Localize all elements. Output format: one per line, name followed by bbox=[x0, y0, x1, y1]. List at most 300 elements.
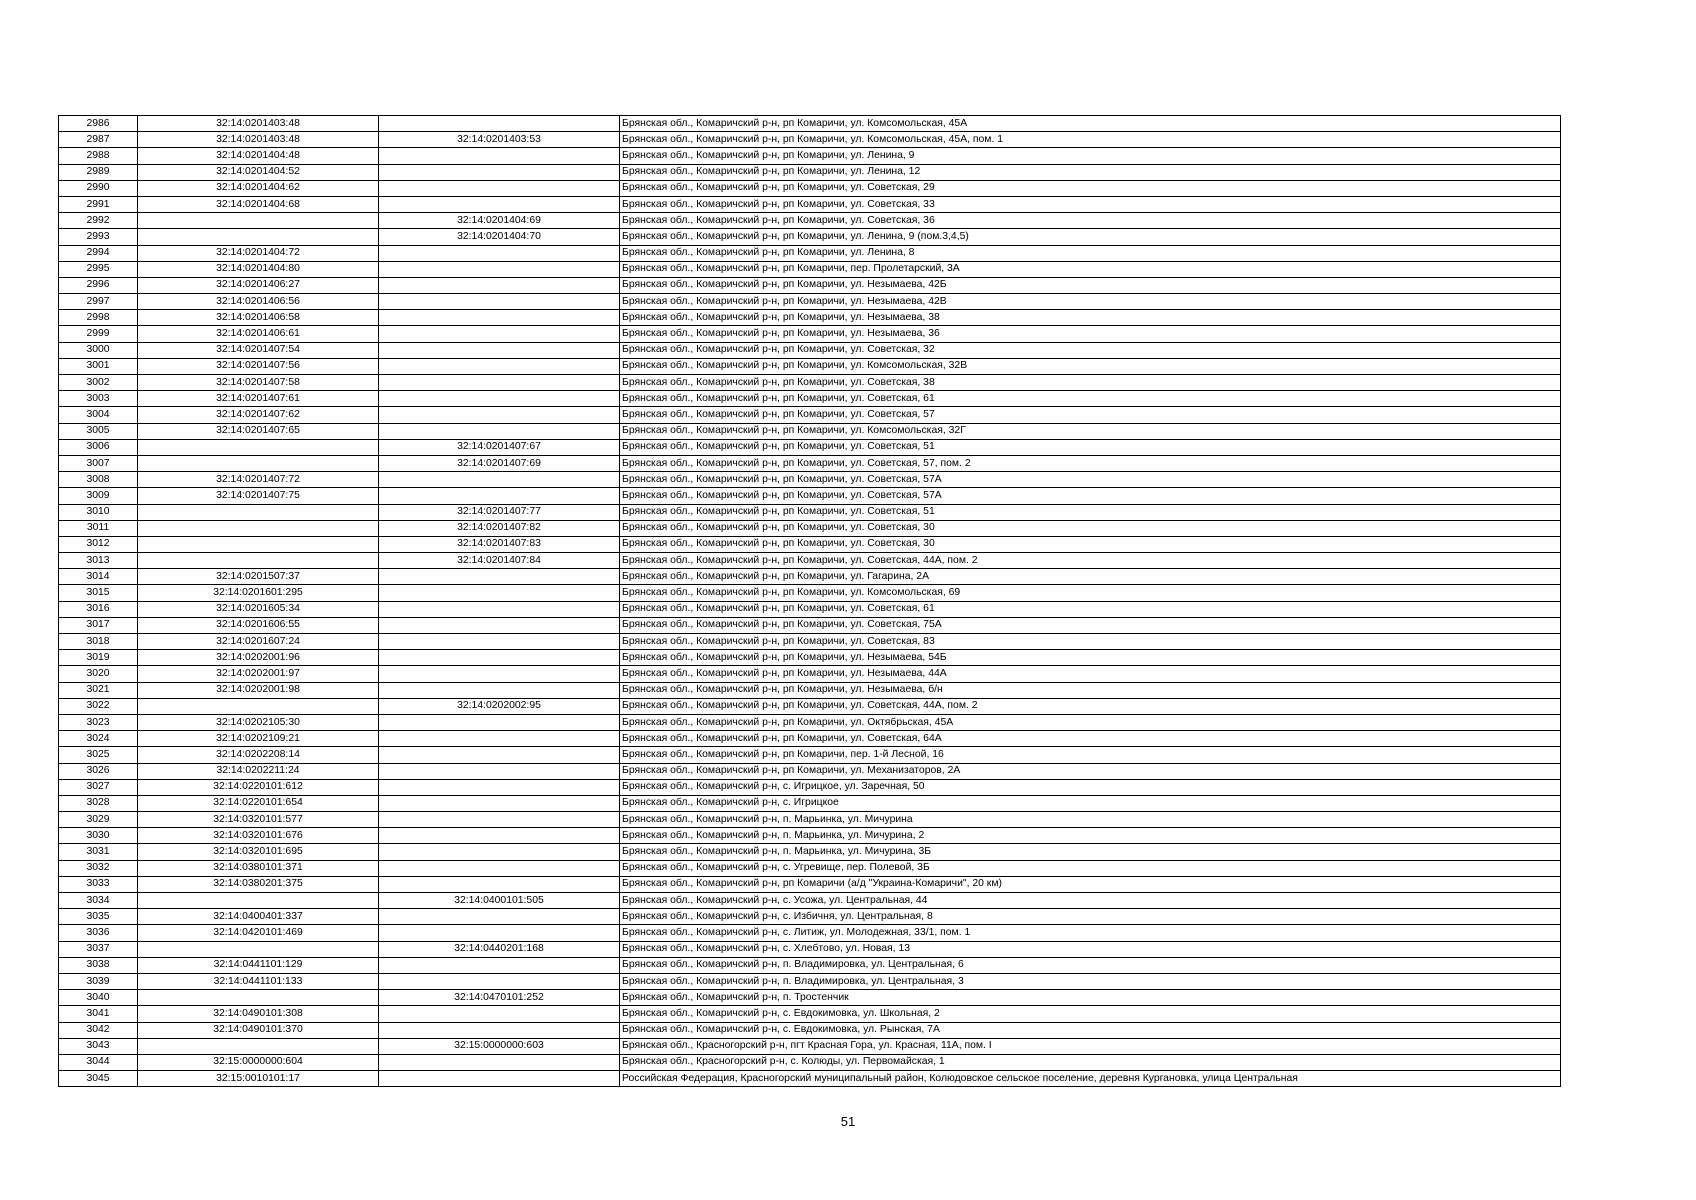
building-number-cell bbox=[379, 876, 620, 892]
building-number-cell bbox=[379, 714, 620, 730]
building-number-cell bbox=[379, 601, 620, 617]
address-cell: Брянская обл., Комаричский р-н, с. Евдокимовка, ул. Рынская, 7А bbox=[620, 1022, 1561, 1038]
cadastral-number-cell: 32:14:0201406:61 bbox=[138, 326, 379, 342]
address-cell: Брянская обл., Комаричский р-н, рп Комаричи, ул. Советская, 44А, пом. 2 bbox=[620, 553, 1561, 569]
row-number-cell: 3031 bbox=[59, 844, 138, 860]
building-number-cell bbox=[379, 148, 620, 164]
address-cell: Брянская обл., Комаричский р-н, рп Комаричи, пер. Пролетарский, 3А bbox=[620, 261, 1561, 277]
cadastral-number-cell: 32:14:0201407:72 bbox=[138, 472, 379, 488]
row-number-cell: 3015 bbox=[59, 585, 138, 601]
row-number-cell: 3023 bbox=[59, 714, 138, 730]
row-number-cell: 3010 bbox=[59, 504, 138, 520]
address-cell: Брянская обл., Комаричский р-н, рп Комаричи, ул. Комсомольская, 45А bbox=[620, 116, 1561, 132]
address-cell: Брянская обл., Комаричский р-н, п. Владимировка, ул. Центральная, 3 bbox=[620, 973, 1561, 989]
table-row bbox=[59, 973, 1561, 989]
row-number-cell: 2997 bbox=[59, 294, 138, 310]
address-cell: Брянская обл., Комаричский р-н, рп Комаричи, ул. Советская, 29 bbox=[620, 180, 1561, 196]
row-number-cell: 3005 bbox=[59, 423, 138, 439]
cadastral-number-cell: 32:14:0201407:62 bbox=[138, 407, 379, 423]
row-number-cell: 3043 bbox=[59, 1038, 138, 1054]
cadastral-number-cell: 32:14:0420101:469 bbox=[138, 925, 379, 941]
cadastral-number-cell bbox=[138, 536, 379, 552]
row-number-cell: 2988 bbox=[59, 148, 138, 164]
address-cell: Брянская обл., Комаричский р-н, п. Марьинка, ул. Мичурина bbox=[620, 812, 1561, 828]
table-row bbox=[59, 779, 1561, 795]
row-number-cell: 3016 bbox=[59, 601, 138, 617]
table-row bbox=[59, 277, 1561, 293]
address-cell: Брянская обл., Комаричский р-н, рп Комаричи, ул. Механизаторов, 2А bbox=[620, 763, 1561, 779]
row-number-cell: 3022 bbox=[59, 698, 138, 714]
row-number-cell: 3024 bbox=[59, 731, 138, 747]
table-row bbox=[59, 844, 1561, 860]
building-number-cell bbox=[379, 164, 620, 180]
building-number-cell bbox=[379, 1071, 620, 1087]
cadastral-number-cell: 32:14:0201406:58 bbox=[138, 310, 379, 326]
address-cell: Брянская обл., Комаричский р-н, рп Комаричи, ул. Октябрьская, 45А bbox=[620, 714, 1561, 730]
row-number-cell: 2989 bbox=[59, 164, 138, 180]
cadastral-number-cell: 32:14:0201404:72 bbox=[138, 245, 379, 261]
building-number-cell bbox=[379, 569, 620, 585]
row-number-cell: 3040 bbox=[59, 990, 138, 1006]
table-row bbox=[59, 164, 1561, 180]
cadastral-number-cell: 32:14:0220101:612 bbox=[138, 779, 379, 795]
address-cell: Брянская обл., Комаричский р-н, п. Марьинка, ул. Мичурина, 3Б bbox=[620, 844, 1561, 860]
building-number-cell: 32:14:0201403:53 bbox=[379, 132, 620, 148]
address-cell: Брянская обл., Комаричский р-н, рп Комаричи, ул. Советская, 75А bbox=[620, 617, 1561, 633]
building-number-cell bbox=[379, 812, 620, 828]
cadastral-number-cell: 32:14:0201404:52 bbox=[138, 164, 379, 180]
cadastral-number-cell: 32:14:0441101:129 bbox=[138, 957, 379, 973]
row-number-cell: 2996 bbox=[59, 277, 138, 293]
address-cell: Брянская обл., Комаричский р-н, рп Комаричи, ул. Советская, 57 bbox=[620, 407, 1561, 423]
building-number-cell bbox=[379, 277, 620, 293]
row-number-cell: 3021 bbox=[59, 682, 138, 698]
building-number-cell bbox=[379, 795, 620, 811]
building-number-cell: 32:14:0440201:168 bbox=[379, 941, 620, 957]
building-number-cell bbox=[379, 957, 620, 973]
cadastral-number-cell: 32:14:0441101:133 bbox=[138, 973, 379, 989]
cadastral-number-cell bbox=[138, 213, 379, 229]
row-number-cell: 2992 bbox=[59, 213, 138, 229]
building-number-cell bbox=[379, 245, 620, 261]
table-body bbox=[59, 116, 1561, 1087]
row-number-cell: 3035 bbox=[59, 909, 138, 925]
building-number-cell bbox=[379, 763, 620, 779]
building-number-cell bbox=[379, 1054, 620, 1070]
table-row bbox=[59, 714, 1561, 730]
cadastral-number-cell: 32:14:0202001:96 bbox=[138, 650, 379, 666]
address-cell: Брянская обл., Комаричский р-н, рп Комаричи, ул. Незымаева, 44А bbox=[620, 666, 1561, 682]
table-row bbox=[59, 536, 1561, 552]
row-number-cell: 3034 bbox=[59, 893, 138, 909]
building-number-cell bbox=[379, 666, 620, 682]
cadastral-number-cell: 32:14:0201606:55 bbox=[138, 617, 379, 633]
cadastral-number-cell bbox=[138, 229, 379, 245]
table-row bbox=[59, 1022, 1561, 1038]
row-number-cell: 3020 bbox=[59, 666, 138, 682]
address-cell: Брянская обл., Комаричский р-н, рп Комаричи, ул. Незымаева, б/н bbox=[620, 682, 1561, 698]
table-row bbox=[59, 909, 1561, 925]
building-number-cell: 32:14:0470101:252 bbox=[379, 990, 620, 1006]
page-number: 51 bbox=[840, 1114, 856, 1129]
table-row bbox=[59, 650, 1561, 666]
row-number-cell: 2998 bbox=[59, 310, 138, 326]
address-cell: Брянская обл., Комаричский р-н, рп Комаричи, ул. Комсомольская, 32В bbox=[620, 358, 1561, 374]
building-number-cell: 32:14:0201404:70 bbox=[379, 229, 620, 245]
table-row bbox=[59, 196, 1561, 212]
row-number-cell: 3017 bbox=[59, 617, 138, 633]
cadastral-number-cell: 32:14:0320101:695 bbox=[138, 844, 379, 860]
building-number-cell bbox=[379, 828, 620, 844]
cadastral-number-cell: 32:14:0202208:14 bbox=[138, 747, 379, 763]
building-number-cell bbox=[379, 925, 620, 941]
row-number-cell: 2991 bbox=[59, 196, 138, 212]
cadastral-number-cell: 32:14:0380101:371 bbox=[138, 860, 379, 876]
building-number-cell bbox=[379, 747, 620, 763]
address-cell: Брянская обл., Комаричский р-н, п. Тростенчик bbox=[620, 990, 1561, 1006]
row-number-cell: 3027 bbox=[59, 779, 138, 795]
building-number-cell bbox=[379, 682, 620, 698]
building-number-cell: 32:14:0201407:69 bbox=[379, 455, 620, 471]
building-number-cell bbox=[379, 342, 620, 358]
row-number-cell: 2987 bbox=[59, 132, 138, 148]
building-number-cell: 32:14:0201407:77 bbox=[379, 504, 620, 520]
address-cell: Брянская обл., Комаричский р-н, п. Марьинка, ул. Мичурина, 2 bbox=[620, 828, 1561, 844]
building-number-cell bbox=[379, 423, 620, 439]
table-row bbox=[59, 812, 1561, 828]
cadastral-number-cell: 32:14:0490101:370 bbox=[138, 1022, 379, 1038]
row-number-cell: 2999 bbox=[59, 326, 138, 342]
cadastral-number-cell: 32:14:0220101:654 bbox=[138, 795, 379, 811]
table-row bbox=[59, 488, 1561, 504]
table-row bbox=[59, 472, 1561, 488]
address-cell: Российская Федерация, Красногорский муниципальный район, Колюдовское сельское поселение, деревня Кургановка, улица Центральная bbox=[620, 1071, 1561, 1087]
table-row bbox=[59, 213, 1561, 229]
table-row bbox=[59, 407, 1561, 423]
table-row bbox=[59, 229, 1561, 245]
building-number-cell bbox=[379, 116, 620, 132]
row-number-cell: 3000 bbox=[59, 342, 138, 358]
row-number-cell: 3028 bbox=[59, 795, 138, 811]
address-cell: Брянская обл., Комаричский р-н, рп Комаричи (а/д "Украина-Комаричи", 20 км) bbox=[620, 876, 1561, 892]
table-row bbox=[59, 925, 1561, 941]
table-row bbox=[59, 342, 1561, 358]
building-number-cell: 32:15:0000000:603 bbox=[379, 1038, 620, 1054]
cadastral-number-cell: 32:14:0201407:56 bbox=[138, 358, 379, 374]
building-number-cell bbox=[379, 1022, 620, 1038]
address-cell: Брянская обл., Комаричский р-н, с. Игрицкое bbox=[620, 795, 1561, 811]
address-cell: Брянская обл., Комаричский р-н, рп Комаричи, ул. Комсомольская, 69 bbox=[620, 585, 1561, 601]
cadastral-number-cell: 32:14:0320101:577 bbox=[138, 812, 379, 828]
table-row bbox=[59, 310, 1561, 326]
building-number-cell bbox=[379, 973, 620, 989]
row-number-cell: 3026 bbox=[59, 763, 138, 779]
address-cell: Брянская обл., Комаричский р-н, с. Литиж, ул. Молодежная, 33/1, пом. 1 bbox=[620, 925, 1561, 941]
cadastral-number-cell: 32:14:0201407:65 bbox=[138, 423, 379, 439]
table-row bbox=[59, 294, 1561, 310]
table-row bbox=[59, 261, 1561, 277]
building-number-cell: 32:14:0400101:505 bbox=[379, 893, 620, 909]
address-cell: Брянская обл., Комаричский р-н, рп Комаричи, ул. Советская, 57, пом. 2 bbox=[620, 455, 1561, 471]
building-number-cell bbox=[379, 909, 620, 925]
building-number-cell bbox=[379, 310, 620, 326]
table-row bbox=[59, 455, 1561, 471]
building-number-cell bbox=[379, 407, 620, 423]
row-number-cell: 3002 bbox=[59, 375, 138, 391]
row-number-cell: 3007 bbox=[59, 455, 138, 471]
table-row bbox=[59, 358, 1561, 374]
building-number-cell bbox=[379, 326, 620, 342]
row-number-cell: 3033 bbox=[59, 876, 138, 892]
row-number-cell: 2995 bbox=[59, 261, 138, 277]
building-number-cell bbox=[379, 1006, 620, 1022]
cadastral-number-cell: 32:14:0380201:375 bbox=[138, 876, 379, 892]
address-cell: Брянская обл., Комаричский р-н, рп Комаричи, ул. Советская, 38 bbox=[620, 375, 1561, 391]
building-number-cell bbox=[379, 844, 620, 860]
table-row bbox=[59, 391, 1561, 407]
address-cell: Брянская обл., Комаричский р-н, рп Комаричи, пер. 1-й Лесной, 16 bbox=[620, 747, 1561, 763]
building-number-cell bbox=[379, 860, 620, 876]
address-cell: Брянская обл., Комаричский р-н, рп Комаричи, ул. Ленина, 12 bbox=[620, 164, 1561, 180]
row-number-cell: 3039 bbox=[59, 973, 138, 989]
cadastral-number-cell: 32:14:0201403:48 bbox=[138, 116, 379, 132]
address-cell: Брянская обл., Комаричский р-н, рп Комаричи, ул. Ленина, 8 bbox=[620, 245, 1561, 261]
table-row bbox=[59, 731, 1561, 747]
table-row bbox=[59, 698, 1561, 714]
row-number-cell: 3042 bbox=[59, 1022, 138, 1038]
address-cell: Брянская обл., Комаричский р-н, рп Комаричи, ул. Советская, 30 bbox=[620, 536, 1561, 552]
address-cell: Брянская обл., Комаричский р-н, рп Комаричи, ул. Незымаева, 36 bbox=[620, 326, 1561, 342]
building-number-cell bbox=[379, 488, 620, 504]
table-row bbox=[59, 763, 1561, 779]
row-number-cell: 3032 bbox=[59, 860, 138, 876]
cadastral-number-cell: 32:14:0201404:80 bbox=[138, 261, 379, 277]
address-cell: Брянская обл., Комаричский р-н, рп Комаричи, ул. Советская, 30 bbox=[620, 520, 1561, 536]
address-cell: Брянская обл., Комаричский р-н, рп Комаричи, ул. Незымаева, 38 bbox=[620, 310, 1561, 326]
row-number-cell: 3036 bbox=[59, 925, 138, 941]
table-row bbox=[59, 682, 1561, 698]
building-number-cell bbox=[379, 375, 620, 391]
cadastral-number-cell bbox=[138, 520, 379, 536]
building-number-cell bbox=[379, 779, 620, 795]
row-number-cell: 3013 bbox=[59, 553, 138, 569]
row-number-cell: 3038 bbox=[59, 957, 138, 973]
row-number-cell: 3044 bbox=[59, 1054, 138, 1070]
cadastral-number-cell: 32:15:0010101:17 bbox=[138, 1071, 379, 1087]
row-number-cell: 3029 bbox=[59, 812, 138, 828]
row-number-cell: 3004 bbox=[59, 407, 138, 423]
address-cell: Брянская обл., Комаричский р-н, с. Усожа, ул. Центральная, 44 bbox=[620, 893, 1561, 909]
address-cell: Брянская обл., Комаричский р-н, рп Комаричи, ул. Советская, 32 bbox=[620, 342, 1561, 358]
address-cell: Брянская обл., Комаричский р-н, рп Комаричи, ул. Советская, 36 bbox=[620, 213, 1561, 229]
cadastral-number-cell: 32:14:0201404:48 bbox=[138, 148, 379, 164]
table-row bbox=[59, 957, 1561, 973]
table-row bbox=[59, 116, 1561, 132]
address-cell: Брянская обл., Комаричский р-н, рп Комаричи, ул. Ленина, 9 bbox=[620, 148, 1561, 164]
cadastral-number-cell bbox=[138, 990, 379, 1006]
table-row bbox=[59, 860, 1561, 876]
cadastral-number-cell: 32:14:0202001:97 bbox=[138, 666, 379, 682]
table-row bbox=[59, 795, 1561, 811]
building-number-cell bbox=[379, 585, 620, 601]
table-row bbox=[59, 876, 1561, 892]
table-row bbox=[59, 553, 1561, 569]
table-row bbox=[59, 1006, 1561, 1022]
address-cell: Брянская обл., Комаричский р-н, рп Комаричи, ул. Советская, 44А, пом. 2 bbox=[620, 698, 1561, 714]
cadastral-number-cell: 32:14:0201407:75 bbox=[138, 488, 379, 504]
address-cell: Брянская обл., Комаричский р-н, рп Комаричи, ул. Советская, 57А bbox=[620, 488, 1561, 504]
cadastral-number-cell: 32:14:0400401:337 bbox=[138, 909, 379, 925]
cadastral-number-cell bbox=[138, 941, 379, 957]
cadastral-number-cell: 32:14:0202109:21 bbox=[138, 731, 379, 747]
row-number-cell: 3019 bbox=[59, 650, 138, 666]
cadastral-number-cell: 32:14:0201406:56 bbox=[138, 294, 379, 310]
cadastral-number-cell: 32:14:0201607:24 bbox=[138, 634, 379, 650]
building-number-cell bbox=[379, 472, 620, 488]
building-number-cell bbox=[379, 617, 620, 633]
table-row bbox=[59, 1038, 1561, 1054]
building-number-cell bbox=[379, 180, 620, 196]
property-table bbox=[58, 115, 1561, 1087]
address-cell: Брянская обл., Комаричский р-н, рп Комаричи, ул. Советская, 61 bbox=[620, 391, 1561, 407]
address-cell: Брянская обл., Красногорский р-н, с. Колюды, ул. Первомайская, 1 bbox=[620, 1054, 1561, 1070]
row-number-cell: 3041 bbox=[59, 1006, 138, 1022]
cadastral-number-cell bbox=[138, 504, 379, 520]
table-row bbox=[59, 148, 1561, 164]
table-row bbox=[59, 990, 1561, 1006]
cadastral-number-cell: 32:14:0201403:48 bbox=[138, 132, 379, 148]
cadastral-number-cell: 32:14:0202105:30 bbox=[138, 714, 379, 730]
row-number-cell: 3037 bbox=[59, 941, 138, 957]
table-row bbox=[59, 180, 1561, 196]
row-number-cell: 2986 bbox=[59, 116, 138, 132]
table-row bbox=[59, 601, 1561, 617]
cadastral-number-cell bbox=[138, 553, 379, 569]
address-cell: Брянская обл., Красногорский р-н, пгт Красная Гора, ул. Красная, 11А, пом. I bbox=[620, 1038, 1561, 1054]
building-number-cell bbox=[379, 294, 620, 310]
table-row bbox=[59, 520, 1561, 536]
cadastral-number-cell: 32:14:0201404:68 bbox=[138, 196, 379, 212]
building-number-cell bbox=[379, 731, 620, 747]
building-number-cell bbox=[379, 358, 620, 374]
cadastral-number-cell: 32:14:0201406:27 bbox=[138, 277, 379, 293]
table-row bbox=[59, 893, 1561, 909]
address-cell: Брянская обл., Комаричский р-н, рп Комаричи, ул. Комсомольская, 32Г bbox=[620, 423, 1561, 439]
cadastral-number-cell bbox=[138, 439, 379, 455]
table-row bbox=[59, 423, 1561, 439]
table-row bbox=[59, 132, 1561, 148]
building-number-cell bbox=[379, 650, 620, 666]
cadastral-number-cell: 32:14:0202211:24 bbox=[138, 763, 379, 779]
row-number-cell: 2993 bbox=[59, 229, 138, 245]
table-row bbox=[59, 569, 1561, 585]
table-row bbox=[59, 634, 1561, 650]
address-cell: Брянская обл., Комаричский р-н, рп Комаричи, ул. Советская, 57А bbox=[620, 472, 1561, 488]
table-row bbox=[59, 375, 1561, 391]
address-cell: Брянская обл., Комаричский р-н, с. Хлебтово, ул. Новая, 13 bbox=[620, 941, 1561, 957]
row-number-cell: 3018 bbox=[59, 634, 138, 650]
building-number-cell: 32:14:0201407:67 bbox=[379, 439, 620, 455]
row-number-cell: 2994 bbox=[59, 245, 138, 261]
address-cell: Брянская обл., Комаричский р-н, с. Угревище, пер. Полевой, 3Б bbox=[620, 860, 1561, 876]
address-cell: Брянская обл., Комаричский р-н, рп Комаричи, ул. Гагарина, 2А bbox=[620, 569, 1561, 585]
row-number-cell: 2990 bbox=[59, 180, 138, 196]
cadastral-number-cell: 32:14:0201507:37 bbox=[138, 569, 379, 585]
address-cell: Брянская обл., Комаричский р-н, рп Комаричи, ул. Незымаева, 42В bbox=[620, 294, 1561, 310]
table-row bbox=[59, 666, 1561, 682]
table-row bbox=[59, 326, 1561, 342]
address-cell: Брянская обл., Комаричский р-н, с. Евдокимовка, ул. Школьная, 2 bbox=[620, 1006, 1561, 1022]
table-row bbox=[59, 1071, 1561, 1087]
table-row bbox=[59, 504, 1561, 520]
row-number-cell: 3006 bbox=[59, 439, 138, 455]
table-row bbox=[59, 245, 1561, 261]
address-cell: Брянская обл., Комаричский р-н, рп Комаричи, ул. Советская, 51 bbox=[620, 504, 1561, 520]
address-cell: Брянская обл., Комаричский р-н, с. Избичня, ул. Центральная, 8 bbox=[620, 909, 1561, 925]
building-number-cell bbox=[379, 634, 620, 650]
address-cell: Брянская обл., Комаричский р-н, с. Игрицкое, ул. Заречная, 50 bbox=[620, 779, 1561, 795]
address-cell: Брянская обл., Комаричский р-н, рп Комаричи, ул. Советская, 61 bbox=[620, 601, 1561, 617]
building-number-cell: 32:14:0202002:95 bbox=[379, 698, 620, 714]
address-cell: Брянская обл., Комаричский р-н, рп Комаричи, ул. Советская, 64А bbox=[620, 731, 1561, 747]
address-cell: Брянская обл., Комаричский р-н, рп Комаричи, ул. Советская, 51 bbox=[620, 439, 1561, 455]
address-cell: Брянская обл., Комаричский р-н, п. Владимировка, ул. Центральная, 6 bbox=[620, 957, 1561, 973]
cadastral-number-cell bbox=[138, 1038, 379, 1054]
row-number-cell: 3014 bbox=[59, 569, 138, 585]
table-row bbox=[59, 439, 1561, 455]
table-row bbox=[59, 1054, 1561, 1070]
building-number-cell bbox=[379, 196, 620, 212]
address-cell: Брянская обл., Комаричский р-н, рп Комаричи, ул. Ленина, 9 (пом.3,4,5) bbox=[620, 229, 1561, 245]
address-cell: Брянская обл., Комаричский р-н, рп Комаричи, ул. Советская, 33 bbox=[620, 196, 1561, 212]
table-row bbox=[59, 617, 1561, 633]
cadastral-number-cell: 32:14:0201407:61 bbox=[138, 391, 379, 407]
cadastral-number-cell: 32:14:0201407:58 bbox=[138, 375, 379, 391]
cadastral-number-cell: 32:15:0000000:604 bbox=[138, 1054, 379, 1070]
cadastral-number-cell: 32:14:0201605:34 bbox=[138, 601, 379, 617]
table-row bbox=[59, 747, 1561, 763]
cadastral-number-cell bbox=[138, 455, 379, 471]
row-number-cell: 3009 bbox=[59, 488, 138, 504]
building-number-cell: 32:14:0201404:69 bbox=[379, 213, 620, 229]
cadastral-number-cell: 32:14:0202001:98 bbox=[138, 682, 379, 698]
address-cell: Брянская обл., Комаричский р-н, рп Комаричи, ул. Незымаева, 42Б bbox=[620, 277, 1561, 293]
row-number-cell: 3012 bbox=[59, 536, 138, 552]
table-row bbox=[59, 941, 1561, 957]
cadastral-number-cell: 32:14:0320101:676 bbox=[138, 828, 379, 844]
building-number-cell bbox=[379, 391, 620, 407]
cadastral-number-cell bbox=[138, 698, 379, 714]
building-number-cell bbox=[379, 261, 620, 277]
cadastral-number-cell: 32:14:0201404:62 bbox=[138, 180, 379, 196]
cadastral-number-cell bbox=[138, 893, 379, 909]
table-row bbox=[59, 585, 1561, 601]
row-number-cell: 3025 bbox=[59, 747, 138, 763]
row-number-cell: 3011 bbox=[59, 520, 138, 536]
building-number-cell: 32:14:0201407:84 bbox=[379, 553, 620, 569]
building-number-cell: 32:14:0201407:82 bbox=[379, 520, 620, 536]
building-number-cell: 32:14:0201407:83 bbox=[379, 536, 620, 552]
address-cell: Брянская обл., Комаричский р-н, рп Комаричи, ул. Комсомольская, 45А, пом. 1 bbox=[620, 132, 1561, 148]
address-cell: Брянская обл., Комаричский р-н, рп Комаричи, ул. Незымаева, 54Б bbox=[620, 650, 1561, 666]
row-number-cell: 3045 bbox=[59, 1071, 138, 1087]
row-number-cell: 3003 bbox=[59, 391, 138, 407]
address-cell: Брянская обл., Комаричский р-н, рп Комаричи, ул. Советская, 83 bbox=[620, 634, 1561, 650]
row-number-cell: 3008 bbox=[59, 472, 138, 488]
row-number-cell: 3001 bbox=[59, 358, 138, 374]
cadastral-number-cell: 32:14:0490101:308 bbox=[138, 1006, 379, 1022]
cadastral-number-cell: 32:14:0201601:295 bbox=[138, 585, 379, 601]
